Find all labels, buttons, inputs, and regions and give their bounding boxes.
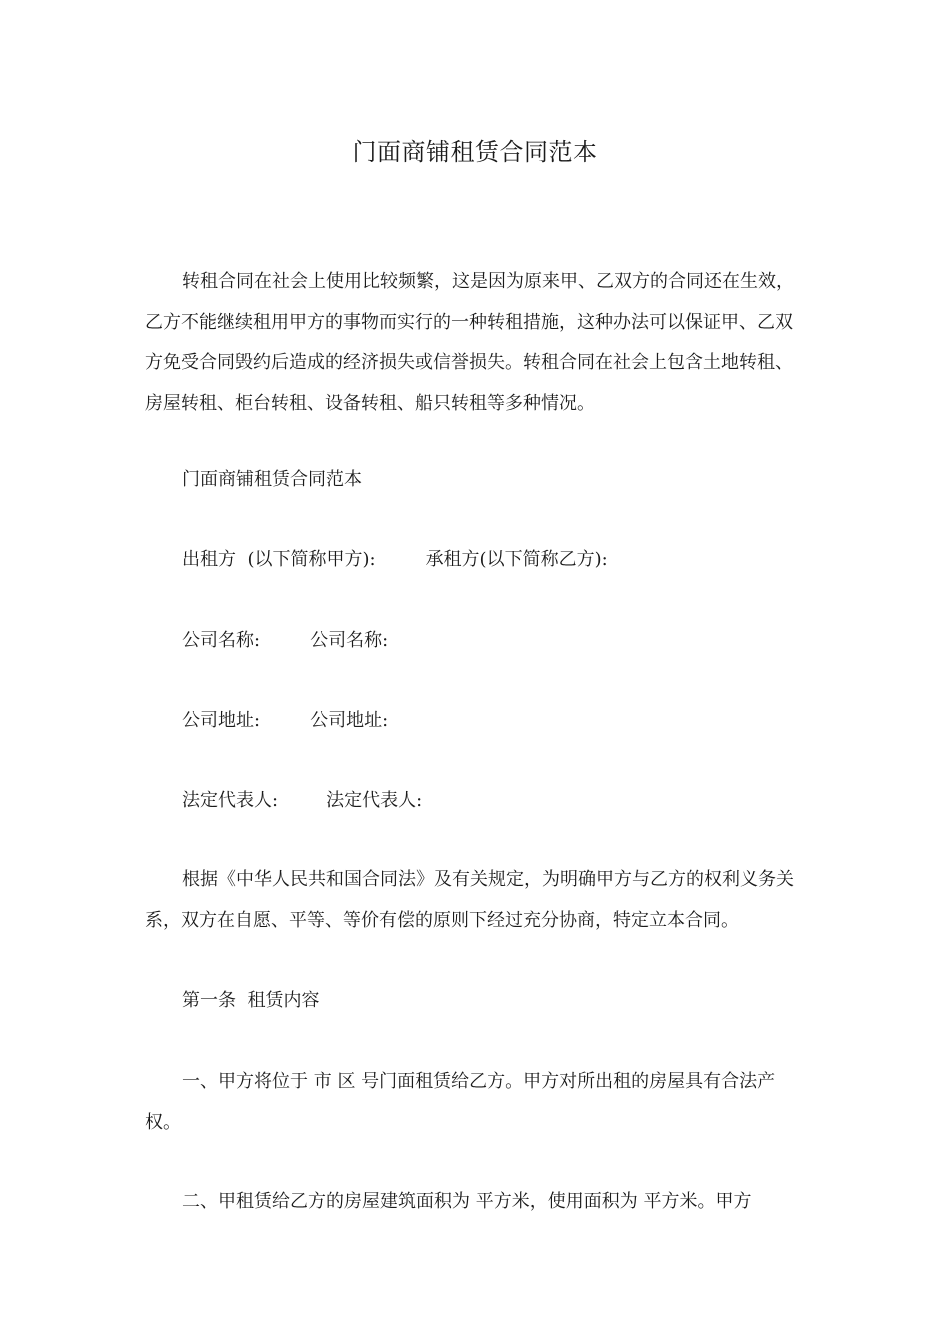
legal-rep-line <box>182 786 422 816</box>
company-address-line <box>182 706 388 736</box>
company-name-left: 公司名称: <box>182 630 261 651</box>
intro-paragraph: 转租合同在社会上使用比较频繁，这是因为原来甲、乙双方的合同还在生效，乙方不能继续租用甲方的事物而实行的一种转租措施，这种办法可以保证甲、乙双方免受合同毁约后造成的经济损失或信誉损失。转租合同在社会上包含土地转租、房屋转租、柜台转租、设备转租、船只转租等多种情况。 <box>145 271 794 414</box>
company-name-line <box>182 626 388 656</box>
contract-subtitle: 门面商铺租赁合同范本 <box>182 469 362 490</box>
legal-rep-right: 法定代表人: <box>326 790 423 811</box>
company-address-left: 公司地址: <box>182 710 261 731</box>
clause-1-paragraph: 一、甲方将位于 市 区 号门面租赁给乙方。甲方对所出租的房屋具有合法产权。 <box>145 1071 776 1133</box>
legal-rep-left: 法定代表人: <box>182 790 279 811</box>
lessee-label: 承租方(以下简称乙方): <box>425 549 608 570</box>
company-name-right: 公司名称: <box>310 630 389 651</box>
document-title: 门面商铺租赁合同范本 <box>352 138 598 166</box>
article-1-heading: 第一条 租赁内容 <box>182 990 320 1011</box>
clause-2-paragraph: 二、甲租赁给乙方的房屋建筑面积为 平方米，使用面积为 平方米。甲方 <box>182 1191 752 1212</box>
basis-paragraph: 根据《中华人民共和国合同法》及有关规定，为明确甲方与乙方的权利义务关系，双方在自愿、平等、等价有偿的原则下经过充分协商，特定立本合同。 <box>145 869 794 931</box>
company-address-right: 公司地址: <box>310 710 389 731</box>
parties-line <box>182 545 608 575</box>
lessor-label: 出租方 (以下简称甲方): <box>182 549 376 570</box>
